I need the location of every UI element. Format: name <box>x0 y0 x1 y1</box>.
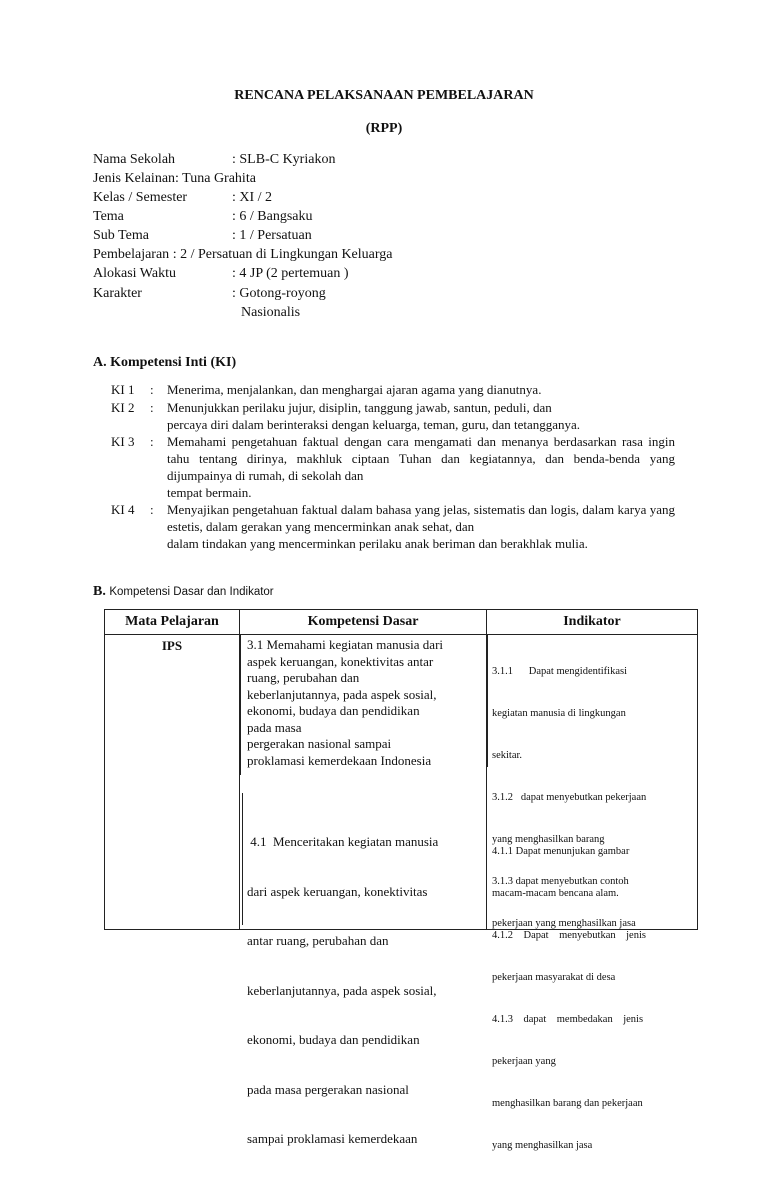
identity-label: Nama Sekolah <box>93 152 176 167</box>
table-cell-kd <box>240 635 487 1146</box>
table-cell-subject <box>105 635 240 930</box>
ki-code: KI 2 <box>111 400 135 415</box>
ki-item: KI 2 : Menunjukkan perilaku jujur, disiplin, tanggung jawab, santun, peduli, dan percaya diri dalam berinteraksi dengan keluarga, teman, guru, dan tetangganya. <box>111 399 675 433</box>
identity-label: Karakter <box>93 286 142 301</box>
kd-4-1: 4.1 Menceritakan kegiatan manusia dari aspek keruangan, konektivitas antar ruang, perubahan dan keberlanjutannya, pada aspek sosial, ekonomi, budaya dan pendidikan pada masa pergerakan nasional sampai proklamasi kemerdekaan <box>247 834 439 1146</box>
identity-value: : 1 / Persatuan <box>232 228 312 243</box>
table-row <box>105 635 698 930</box>
document-subtitle: (RPP) <box>365 121 403 136</box>
document-title: RENCANA PELAKSANAAN PEMBELAJARAN <box>234 88 534 103</box>
kd-left-rule <box>240 635 241 775</box>
table-header-cell: Mata Pelajaran <box>105 610 240 635</box>
identity-label: Sub Tema <box>93 228 149 243</box>
ki-text: Menunjukkan perilaku jujur, disiplin, tanggung jawab, santun, peduli, dan percaya diri dalam berinteraksi dengan keluarga, teman, guru, dan tetangganya. <box>167 400 581 432</box>
identity-value: 2 / Persatuan di Lingkungan Keluarga <box>180 247 393 262</box>
ki-code: KI 3 <box>111 434 135 449</box>
identity-value: : Gotong-royong <box>232 286 326 301</box>
ki-item: KI 3 : Memahami pengetahuan faktual dengan cara mengamati dan menanya berdasarkan rasa ingin tahu tentang dirinya, makhluk ciptaan Tuhan dan kegiatannya, dan benda-benda yang dijumpainya di rumah, di sekolah dan tempat bermain. <box>111 434 675 500</box>
ki-text: Menerima, menjalankan, dan menghargai ajaran agama yang dianutnya. <box>167 382 542 397</box>
identity-row: Pembelajaran : 2 / Persatuan di Lingkungan Keluarga <box>93 247 393 262</box>
identity-value: Tuna Grahita <box>182 171 256 186</box>
identity-label: Pembelajaran <box>93 247 170 262</box>
ki-text: Memahami pengetahuan faktual dengan cara mengamati dan menanya berdasarkan rasa ingin tahu tentang dirinya, makhluk ciptaan Tuhan dan kegiatannya, dan benda-benda yang dijumpainya di rumah, di sekolah dan tempat bermain. <box>167 434 675 500</box>
section-b-heading: B. Kompetensi Dasar dan Indikator <box>93 584 274 599</box>
identity-value: : 6 / Bangsaku <box>232 209 313 224</box>
identity-row: Jenis Kelainan: Tuna Grahita <box>93 171 256 186</box>
identity-value: Nasionalis <box>241 305 301 320</box>
subject-label: IPS <box>161 638 183 653</box>
identity-label: Jenis Kelainan <box>93 171 176 186</box>
indicator-left-rule <box>487 635 488 767</box>
ki-code: KI 1 <box>111 382 135 397</box>
table-header-row <box>105 610 698 635</box>
ki-item: KI 1 : Menerima, menjalankan, dan menghargai ajaran agama yang dianutnya. <box>111 381 675 398</box>
indicator-3-1: 3.1.1 Dapat mengidentifikasi kegiatan manusia di lingkungan sekitar. 3.1.2 dapat menyebutkan pekerjaan yang menghasilkan barang 3.1.3 dapat menyebutkan contoh pekerjaan yang menghasilkan jasa <box>492 666 647 929</box>
kd-indicator-table <box>104 609 698 1151</box>
kd-left-rule <box>242 793 243 925</box>
ki-item: KI 4 : Menyajikan pengetahuan faktual dalam bahasa yang jelas, sistematis dan logis, dalam karya yang estetis, dalam gerakan yang mencerminkan anak sehat, dan dalam tindakan yang mencerminkan perilaku anak beriman dan berakhlak mulia. <box>111 502 675 551</box>
identity-label: Alokasi Waktu <box>93 266 176 281</box>
table-header-cell: Kompetensi Dasar <box>240 610 487 635</box>
table-cell-indicator <box>487 635 698 1151</box>
section-a-heading: A. Kompetensi Inti (KI) <box>93 355 237 370</box>
identity-value: : XI / 2 <box>232 190 273 205</box>
ki-code: KI 4 <box>111 502 135 517</box>
identity-label: Kelas / Semester <box>93 190 188 205</box>
identity-label: Tema <box>93 209 124 224</box>
ki-text: Menyajikan pengetahuan faktual dalam bahasa yang jelas, sistematis dan logis, dalam karya yang estetis, dalam gerakan yang mencerminkan anak sehat, dan dalam tindakan yang mencerminkan perilaku anak beriman dan berakhlak mulia. <box>167 502 675 551</box>
identity-value: : SLB-C Kyriakon <box>232 152 336 167</box>
table-header-cell: Indikator <box>487 610 698 635</box>
identity-value: : 4 JP (2 pertemuan ) <box>232 266 349 281</box>
indicator-4-1: 4.1.1 Dapat menunjukan gambar macam-macam bencana alam. 4.1.2 Dapat menyebutkan jenis pekerjaan masyarakat di desa 4.1.3 dapat membedakan jenis pekerjaan yang menghasilkan barang dan pekerjaan yang menghasilkan jasa <box>492 846 646 1151</box>
kd-3-1: 3.1 Memahami kegiatan manusia dari aspek keruangan, konektivitas antar ruang, perubahan dan keberlanjutannya, pada aspek sosial, ekonomi, budaya dan pendidikan pada masa pergerakan nasional sampai proklamasi kemerdekaan Indonesia <box>247 637 444 768</box>
